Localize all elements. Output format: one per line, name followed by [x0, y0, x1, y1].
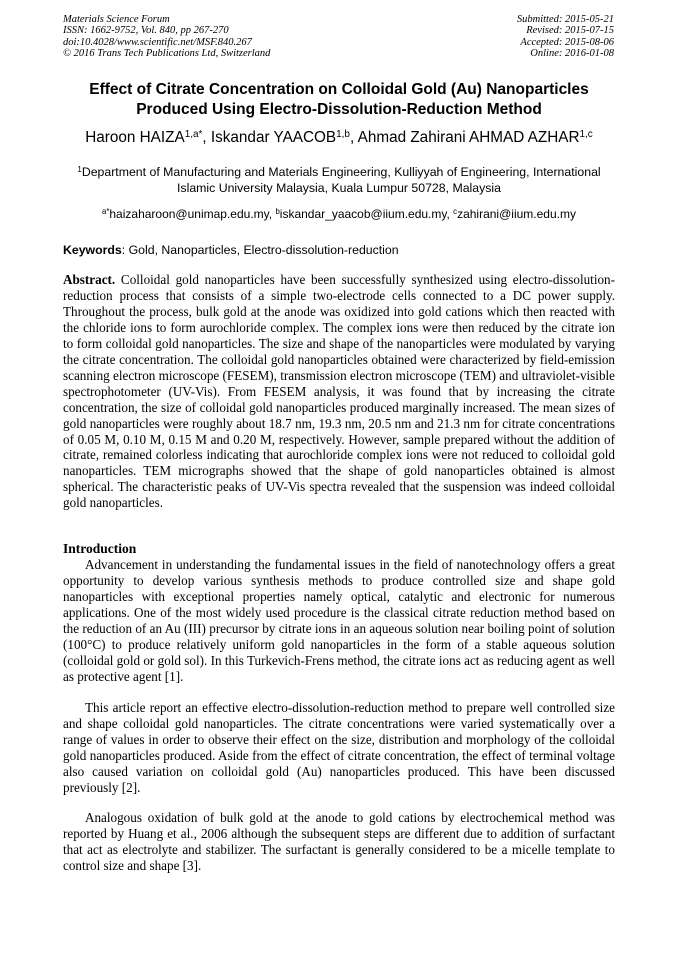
introduction-paragraph-1: Advancement in understanding the fundamental issues in the field of nanotechnology offers a great opportunity to develop various synthesis methods to produce controlled size and shape gold nanoparticles with exceptional properties namely optical, catalytic and electronic for numerous applications. One of the most widely used procedure is the classical citrate reduction method based on the reduction of an Au (III) precursor by citrate ions in an aqueous solution near boiling point of solution (100°C) to produce relatively uniform gold nanoparticles in the form of a stable aqueous solution (colloidal gold or gold sol). In this Turkevich-Frens method, the citrate ions act as reducing agent as well as protective agent [1].	[63, 557, 615, 684]
keywords-label: Keywords	[63, 243, 122, 257]
email-address[interactable]: zahirani@iium.edu.my	[457, 207, 576, 221]
revised-date: Revised: 2015-07-15	[526, 25, 614, 37]
abstract-label: Abstract.	[63, 272, 116, 287]
author-superscript: 1,b	[336, 128, 350, 140]
author-superscript: 1,a*	[184, 128, 203, 140]
affiliation-superscript: 1	[77, 164, 82, 174]
keywords	[63, 242, 399, 258]
introduction-heading: Introduction	[63, 541, 137, 556]
email-superscript: c	[453, 206, 458, 216]
abstract-text: Colloidal gold nanoparticles have been successfully synthesized using electro-dissolution-reduction process that consists of a simple two-electrode cells connected to a DC power supply. Throughout the process, bulk gold at the anode was oxidized into gold cations which then reacted with the chloride ions to form aurochloride complex. The complex ions were then reduced by the citrate ion to form colloidal gold nanoparticles. The size and shape of the nanoparticles were modulated by varying the citrate concentration. The colloidal gold nanoparticles obtained were characterized by field-emission scanning electron microscope (FESEM), transmission electron microscope (TEM) and ultraviolet-visible spectrophotometer (UV-Vis). From FESEM analysis, it was found that by increasing the citrate concentration, the size of colloidal gold nanoparticles produced marginally increased. The mean sizes of gold nanoparticles were roughly about 18.7 nm, 19.3 nm, 20.5 nm and 21.3 nm for citrate concentrations of 0.05 M, 0.10 M, 0.15 M and 0.20 M, respectively. However, sample prepared without the addition of citrate, remained colorless indicating that aurochloride complex ions were not reduced to colloidal gold nanoparticles. TEM micrographs showed that the shape of gold nanoparticles obtained is almost spherical. The characteristic peaks of UV-Vis spectra revealed that the suspension was indeed colloidal gold nanoparticles.	[63, 272, 615, 511]
affiliation	[63, 164, 615, 196]
paper-title: Effect of Citrate Concentration on Colloidal Gold (Au) Nanoparticles Produced Using Electro-Dissolution-Reduction Method	[89, 81, 589, 118]
issn-line: ISSN: 1662-9752, Vol. 840, pp 267-270	[63, 25, 229, 37]
author-name: Ahmad Zahirani AHMAD AZHAR	[357, 129, 580, 146]
author-separator: ,	[202, 129, 211, 146]
affiliation-text: Department of Manufacturing and Materials Engineering, Kulliyyah of Engineering, International Islamic University Malaysia, Kuala Lumpur 50728, Malaysia	[81, 165, 601, 195]
submitted-date: Submitted: 2015-05-21	[516, 14, 614, 25]
email-separator: ,	[446, 207, 454, 221]
keywords-text: : Gold, Nanoparticles, Electro-dissolution-reduction	[121, 243, 399, 257]
journal-name: Materials Science Forum	[63, 14, 170, 25]
online-date: Online: 2016-01-08	[530, 47, 614, 59]
email-address[interactable]: iskandar_yaacob@iium.edu.my	[279, 207, 447, 221]
author-superscript: 1,c	[579, 128, 593, 140]
introduction-paragraph-3: Analogous oxidation of bulk gold at the anode to gold cations by electrochemical method was reported by Huang et al., 2006 although the subsequent steps are different due to addition of surfactant that act as electrolyte and stabilizer. The surfactant is generally considered to be a micelle template to control size and shape [3].	[63, 810, 615, 873]
email-separator: ,	[268, 207, 276, 221]
author-separator: ,	[349, 129, 358, 146]
author-name: Iskandar YAACOB	[210, 129, 337, 146]
doi-line[interactable]: doi:10.4028/www.scientific.net/MSF.840.267	[63, 36, 252, 48]
introduction-paragraph-2: This article report an effective electro-dissolution-reduction method to prepare well controlled size and shape colloidal gold nanoparticles. The citrate concentrations were varied systematically over a range of values in order to observe their effect on the size, distribution and morphology of the colloidal gold nanoparticles produced. Aside from the effect of citrate concentration, the effect of terminal voltage also caused variation on colloidal gold (Au) nanoparticles produced. This have been discussed previously [2].	[63, 700, 615, 795]
author-name: Haroon HAIZA	[85, 129, 185, 146]
submission-dates	[517, 14, 614, 59]
copyright-line: © 2016 Trans Tech Publications Ltd, Switzerland	[63, 47, 271, 59]
email-address[interactable]: haizaharoon@unimap.edu.my	[109, 207, 269, 221]
email-superscript: b	[275, 206, 280, 216]
abstract	[63, 272, 615, 511]
email-superscript: a*	[102, 206, 110, 216]
accepted-date: Accepted: 2015-08-06	[520, 36, 614, 48]
author-list	[40, 128, 638, 148]
journal-info	[63, 14, 270, 59]
email-list	[40, 206, 638, 222]
